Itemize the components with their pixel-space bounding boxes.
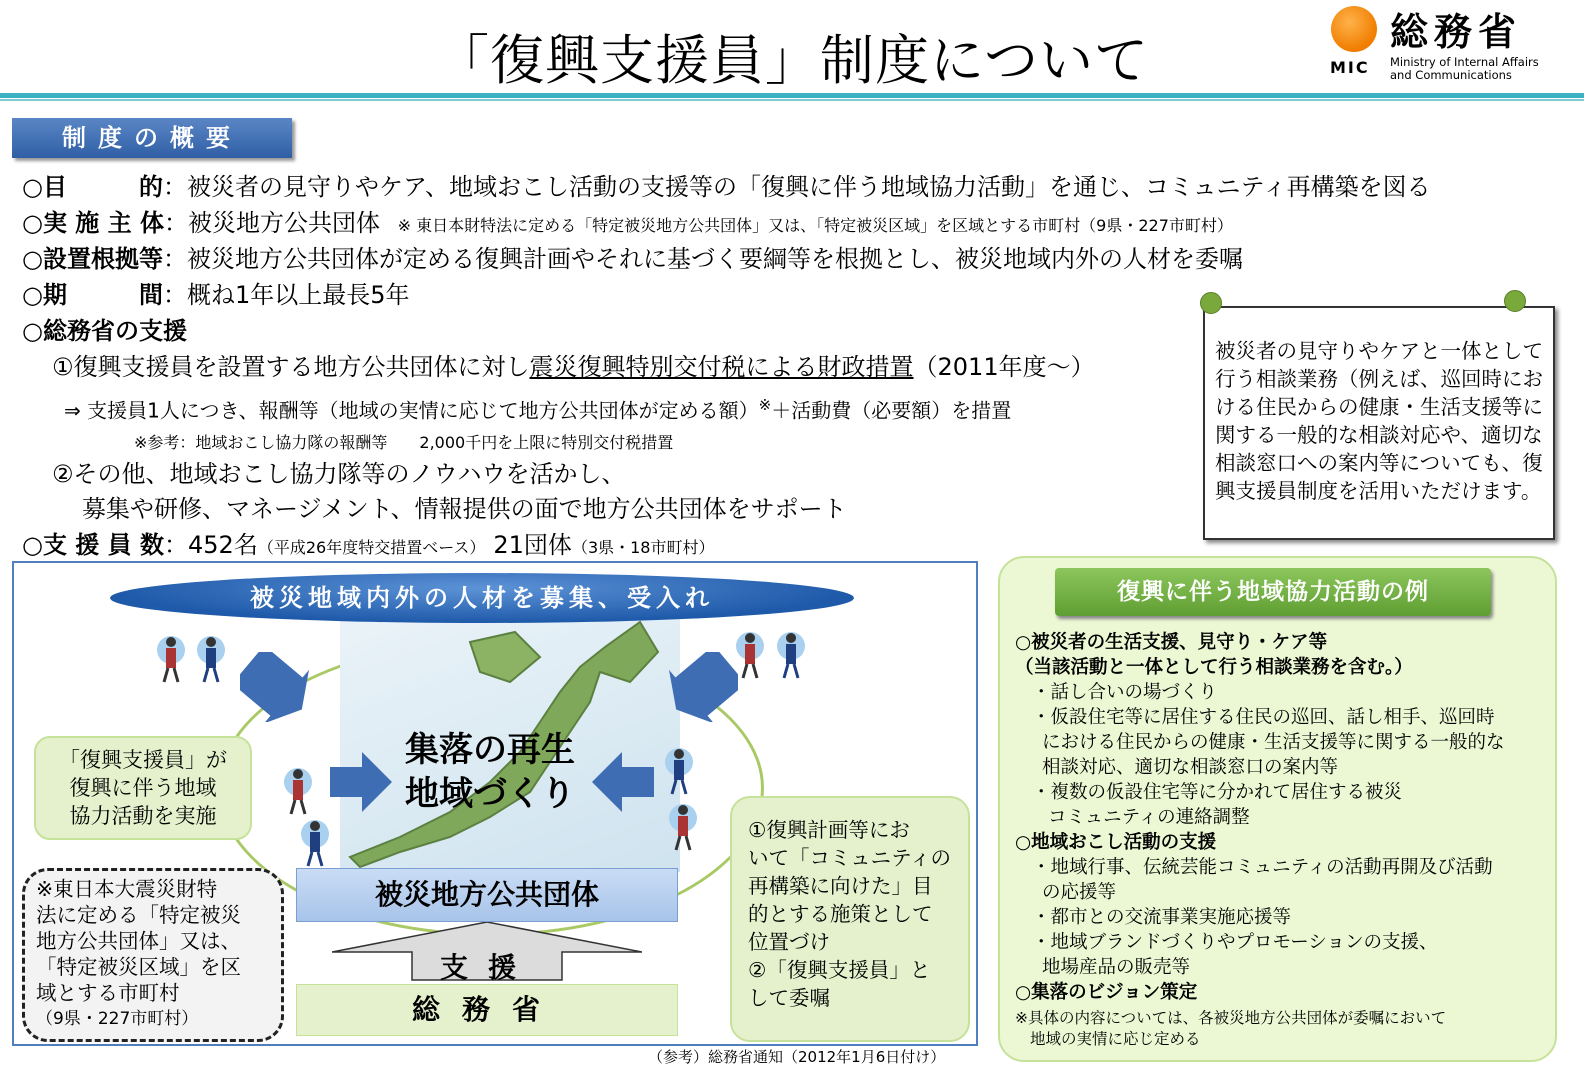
- logo-name-jp: 総務省: [1390, 10, 1523, 54]
- count-groups: 21団体: [493, 531, 572, 559]
- person-icon: [196, 634, 226, 688]
- support-label: 支援: [439, 951, 536, 984]
- basis-label: ○設置根拠等: [22, 245, 163, 273]
- center-line2: 地域づくり: [405, 774, 575, 814]
- left-bubble-line: 復興に伴う地域: [69, 776, 217, 800]
- support-item-1-detail: [64, 390, 1011, 426]
- right-bubble-line: 再構築に向けた」目: [748, 874, 933, 898]
- support-item-1-note: ※参考：地域おこし協力隊の報酬等 2,000千円を上限に特別交付税措置: [134, 433, 674, 452]
- support-item-2-line1: ②その他、地域おこし協力隊等のノウハウを活かし、: [52, 460, 626, 488]
- count-label: ○支 援 員 数: [22, 531, 165, 559]
- implementer-text: ：被災地方公共団体: [164, 209, 381, 237]
- example-item: 地域の実情に応じ定める: [1030, 1030, 1201, 1048]
- example-item: ・都市との交流事業実施応援等: [1032, 907, 1292, 928]
- example-item: ○集落のビジョン策定: [1015, 982, 1198, 1003]
- basis-row: [22, 244, 1243, 274]
- count-groups-note: （3県・18市町村）: [571, 538, 715, 557]
- dashed-note-line: ※東日本大震災財特: [36, 877, 218, 901]
- person-icon: [735, 630, 765, 684]
- example-item: 相談対応、適切な相談窓口の案内等: [1042, 757, 1339, 778]
- right-bubble-line: して委嘱: [748, 986, 830, 1010]
- logo-name-en-line2: and Communications: [1390, 68, 1512, 82]
- basis-text: ：被災地方公共団体が定める復興計画やそれに基づく要綱等を根拠とし、被災地域内外の人材を委嘱: [162, 245, 1243, 273]
- left-bubble-line: 「復興支援員」が: [59, 748, 227, 772]
- support-1-detail-post: ＋活動費（必要額）を措置: [771, 398, 1012, 423]
- example-item: ・複数の仮設住宅等に分かれて居住する被災: [1032, 782, 1403, 803]
- center-line1: 集落の再生: [405, 730, 575, 770]
- arrow-icon: [592, 752, 654, 812]
- arrow-icon: [668, 652, 738, 722]
- dashed-note-line: 「特定被災区域」を区: [36, 955, 241, 979]
- example-item: ○被災者の生活支援、見守り・ケア等: [1015, 632, 1328, 653]
- mic-box: 総務省: [296, 984, 678, 1036]
- pushpin-icon: [1200, 292, 1222, 314]
- section-header: 制度の概要: [12, 118, 292, 158]
- person-icon: [300, 818, 330, 872]
- dashed-note-line: （9県・227市町村）: [36, 1009, 199, 1029]
- example-item: ・仮設住宅等に居住する住民の巡回、話し相手、巡回時: [1032, 707, 1495, 728]
- support-1-detail: ⇒ 支援員1人につき、報酬等（地域の実情に応じて地方公共団体が定める額）: [64, 398, 759, 423]
- example-item: の応援等: [1042, 882, 1117, 903]
- pushpin-icon: [1504, 290, 1526, 312]
- mic-logo-icon: [1331, 6, 1377, 52]
- right-bubble-line: いて「コミュニティの: [748, 846, 951, 870]
- logo-name-en-line1: Ministry of Internal Affairs: [1390, 55, 1539, 69]
- right-bubble-line: 的とする施策として: [748, 902, 933, 926]
- callout-text: 被災者の見守りやケアと一体として行う相談業務（例えば、巡回時における住民からの健康・生活支援等に関する一般的な相談対応や、適切な相談窓口への案内等についても、復興支援員制度を活用いただけます。: [1215, 339, 1543, 503]
- example-item: ・地域ブランドづくりやプロモーションの支援、: [1032, 932, 1438, 953]
- left-bubble-line: 協力活動を実施: [69, 804, 217, 828]
- arrow-icon: [240, 652, 310, 722]
- support-1-underlined: 震災復興特別交付税による財政措置: [529, 353, 914, 381]
- implementer-note: ※ 東日本財特法に定める「特定被災地方公共団体」又は、「特定被災区域」を区域とする市町村（9県・227市町村）: [397, 216, 1233, 235]
- example-item: ・話し合いの場づくり: [1032, 682, 1218, 703]
- count-text: ：452名: [164, 531, 258, 559]
- dashed-note: [36, 876, 272, 1032]
- right-bubble-line: ①復興計画等にお: [748, 818, 910, 842]
- support-label: ○総務省の支援: [22, 317, 187, 345]
- implementer-row: [22, 208, 1233, 241]
- purpose-label: ○目 的: [22, 173, 163, 201]
- example-item: ※具体の内容については、各被災地方公共団体が委嘱において: [1015, 1009, 1447, 1027]
- person-icon: [283, 766, 313, 820]
- logo-mark: MIC: [1330, 58, 1370, 77]
- right-bubble-line: 位置づけ: [748, 930, 830, 954]
- example-item: ・地域行事、伝統芸能コミュニティの活動再開及び活動: [1032, 857, 1493, 878]
- person-icon: [156, 634, 186, 688]
- right-bubble-text: [748, 816, 958, 1012]
- person-icon: [668, 802, 698, 856]
- count-row: [22, 530, 714, 563]
- example-item: ○地域おこし活動の支援: [1015, 832, 1217, 853]
- example-item: 地場産品の販売等: [1042, 957, 1191, 978]
- dashed-note-line: 域とする市町村: [36, 981, 180, 1005]
- gov-box: 被災地方公共団体: [296, 868, 678, 922]
- header-rule-thin: [0, 99, 1584, 101]
- support-item-1: [52, 352, 1095, 382]
- dashed-note-line: 地方公共団体」又は、: [36, 929, 241, 953]
- support-1-detail-mark: ※: [758, 396, 772, 414]
- purpose-row: [22, 172, 1431, 202]
- person-icon: [664, 746, 694, 800]
- count-note: （平成26年度特交措置ベース）: [257, 538, 486, 557]
- support-row: [22, 316, 187, 346]
- support-1-post: （2011年度～）: [913, 353, 1095, 381]
- header-rule: [0, 93, 1584, 98]
- examples-title: 復興に伴う地域協力活動の例: [1055, 568, 1491, 616]
- example-item: における住民からの健康・生活支援等に関する一般的な: [1042, 732, 1505, 753]
- page-title: 「復興支援員」制度について: [435, 29, 1149, 92]
- support-1-pre: ①復興支援員を設置する地方公共団体に対し: [52, 353, 530, 381]
- period-row: [22, 280, 410, 310]
- example-item: コミュニティの連絡調整: [1048, 807, 1250, 828]
- recruit-banner: 被災地域内外の人材を募集、受入れ: [110, 573, 854, 623]
- implementer-label: ○実 施 主 体: [22, 209, 165, 237]
- footnote: （参考）総務省通知（2012年1月6日付け）: [648, 1048, 946, 1066]
- center-text: [380, 728, 600, 816]
- period-label: ○期 間: [22, 281, 163, 309]
- purpose-text: ：被災者の見守りやケア、地域おこし活動の支援等の「復興に伴う地域協力活動」を通じ、コミュニティ再構築を図る: [162, 173, 1431, 201]
- period-text: ：概ね1年以上最長5年: [162, 281, 410, 309]
- right-bubble-line: ②「復興支援員」と: [748, 958, 931, 982]
- dashed-note-line: 法に定める「特定被災: [36, 903, 241, 927]
- person-icon: [776, 630, 806, 684]
- logo-name-en: [1390, 56, 1539, 82]
- support-item-2-line2: 募集や研修、マネージメント、情報提供の面で地方公共団体をサポート: [82, 495, 847, 523]
- left-bubble: [34, 736, 252, 840]
- example-item: （当該活動と一体として行う相談業務を含む。）: [1015, 657, 1413, 678]
